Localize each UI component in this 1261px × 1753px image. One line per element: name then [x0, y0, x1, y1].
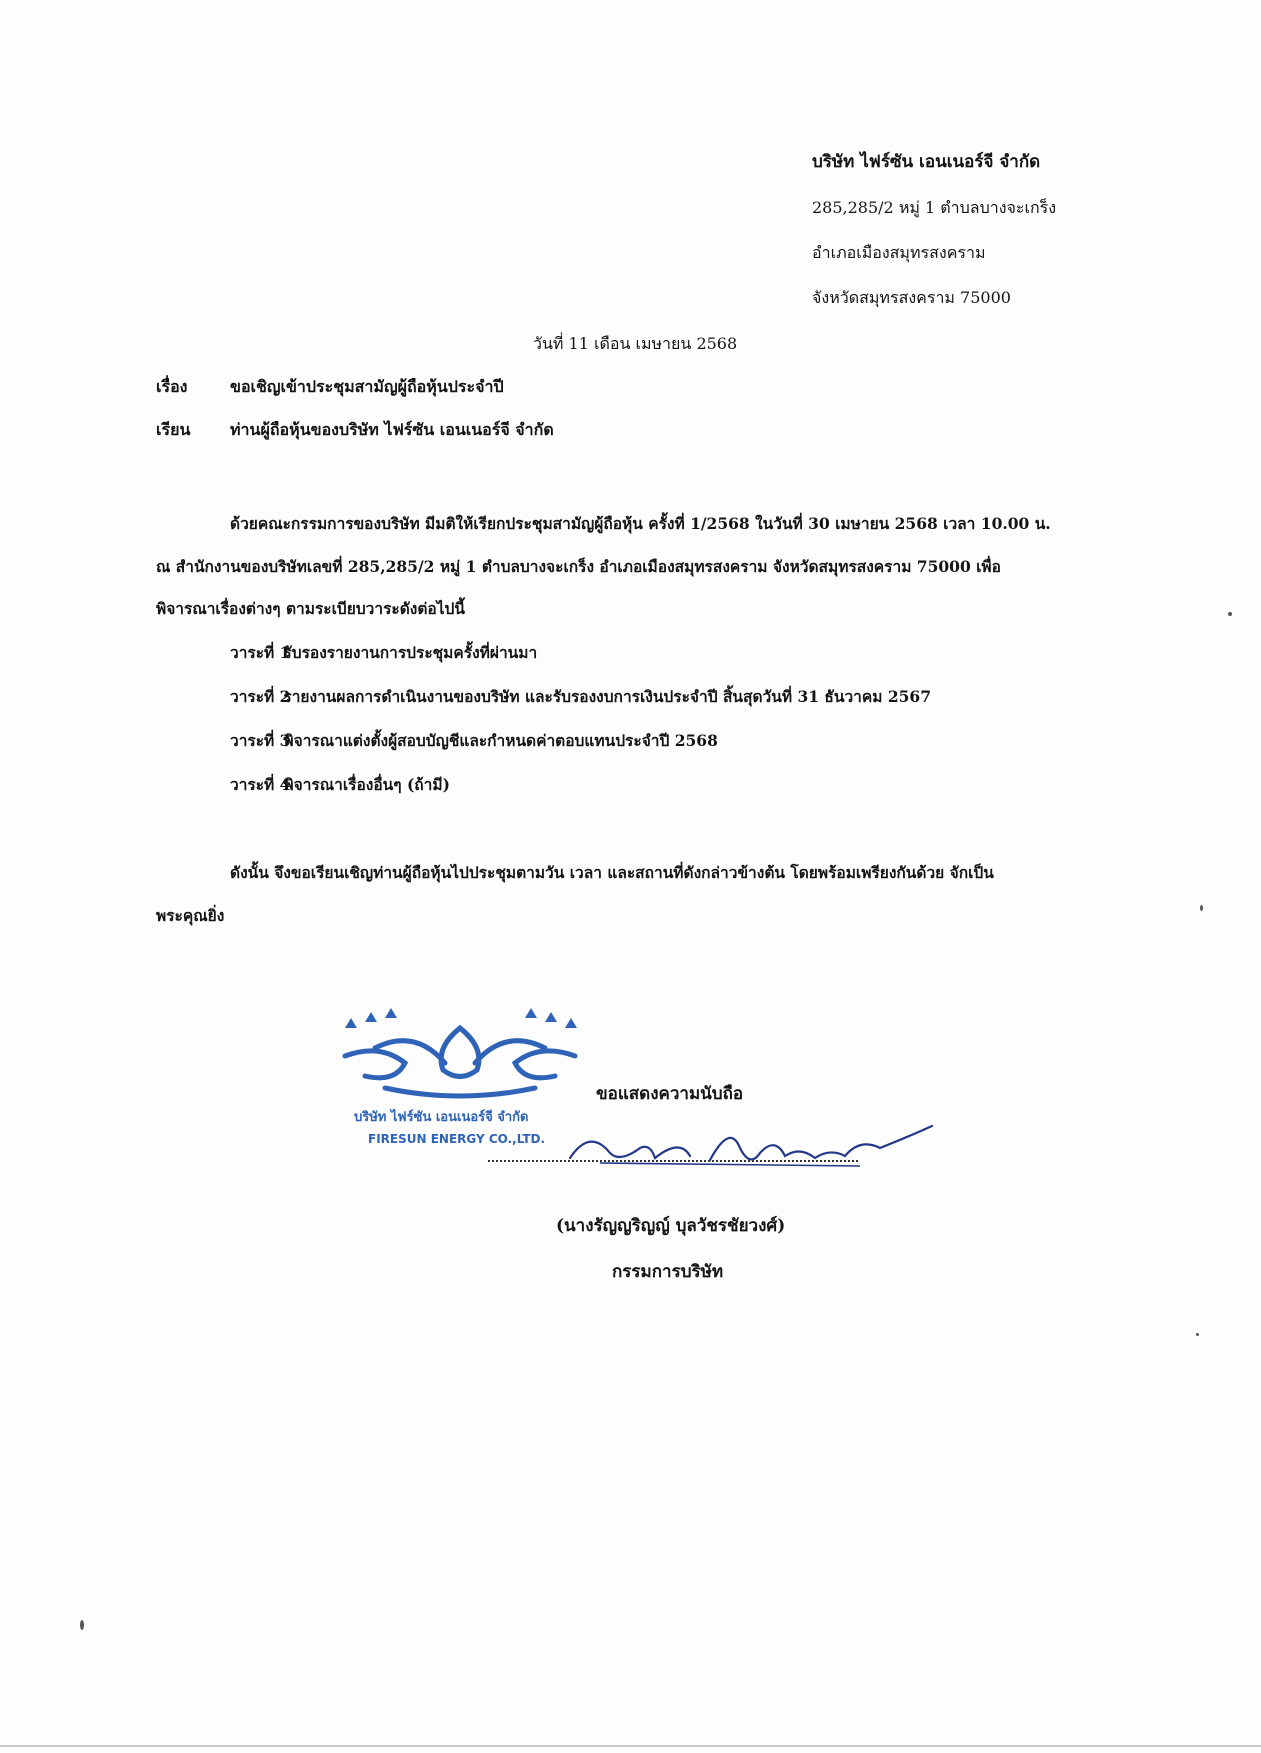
agenda-item-1	[230, 640, 537, 665]
subject-label: เรื่อง	[156, 377, 188, 396]
scan-speck	[1200, 905, 1203, 911]
company-logo	[325, 1008, 595, 1104]
scan-edge	[0, 1745, 1261, 1747]
conclusion-line-2: พระคุณยิ่ง	[156, 906, 225, 925]
letter-date: วันที่ 11 เดือน เมษายน 2568	[533, 334, 738, 353]
lotus-base	[385, 1088, 535, 1096]
logo-name-english: FIRESUN ENERGY CO.,LTD.	[368, 1132, 546, 1146]
recipient-text: ท่านผู้ถือหุ้นของบริษัท ไฟร์ซัน เอนเนอร์จี จำกัด	[230, 420, 554, 439]
conclusion-line-1: ดังนั้น จึงขอเรียนเชิญท่านผู้ถือหุ้นไปประชุมตามวัน เวลา และสถานที่ดังกล่าวข้างต้น โดยพร้อมเพรียงกันด้วย จักเป็น	[230, 863, 994, 882]
intro-line-3: พิจารณาเรื่องต่างๆ ตามระเบียบวาระดังต่อไปนี้	[156, 599, 465, 618]
subject-text: ขอเชิญเข้าประชุมสามัญผู้ถือหุ้นประจำปี	[230, 377, 504, 396]
company-address-line3: จังหวัดสมุทรสงคราม 75000	[812, 288, 1011, 307]
agenda-number: วาระที่ 3	[230, 731, 291, 750]
agenda-number: วาระที่ 4	[230, 775, 291, 794]
company-name: บริษัท ไฟร์ซัน เอนเนอร์จี จำกัด	[812, 152, 1041, 172]
agenda-item-3	[230, 728, 718, 753]
scan-speck	[1228, 612, 1232, 616]
logo-name-thai: บริษัท ไฟร์ซัน เอนเนอร์จี จำกัด	[354, 1110, 529, 1125]
agenda-item-4	[230, 772, 450, 797]
agenda-text: พิจารณาเรื่องอื่นๆ (ถ้ามี)	[283, 775, 450, 794]
handwritten-signature	[560, 1118, 940, 1178]
agenda-number: วาระที่ 2	[230, 687, 291, 706]
closing-phrase: ขอแสดงความนับถือ	[596, 1084, 744, 1104]
recipient-label: เรียน	[156, 420, 191, 439]
scan-speck	[1196, 1333, 1199, 1336]
company-address-line1: 285,285/2 หมู่ 1 ตำบลบางจะเกร็ง	[812, 198, 1057, 217]
lotus-petal-center	[441, 1028, 479, 1077]
signatory-name: (นางรัญญริญญ์ บุลวัชรชัยวงศ์)	[556, 1216, 786, 1236]
intro-line-2: ณ สำนักงานของบริษัทเลขที่ 285,285/2 หมู่ 1 ตำบลบางจะเกร็ง อำเภอเมืองสมุทรสงคราม จังหวัดสมุทรสงคราม 75000 เพื่อ	[156, 557, 1001, 576]
agenda-number: วาระที่ 1	[230, 643, 291, 662]
agenda-text: พิจารณาแต่งตั้งผู้สอบบัญชีและกำหนดค่าตอบแทนประจำปี 2568	[283, 731, 718, 750]
company-address-line2: อำเภอเมืองสมุทรสงคราม	[812, 243, 986, 262]
lotus-wave-crests	[345, 1008, 577, 1028]
scan-speck	[80, 1620, 84, 1630]
agenda-text: รายงานผลการดำเนินงานของบริษัท และรับรองงบการเงินประจำปี สิ้นสุดวันที่ 31 ธันวาคม 2567	[283, 687, 931, 706]
agenda-text: รับรองรายงานการประชุมครั้งที่ผ่านมา	[283, 643, 538, 662]
agenda-item-2	[230, 684, 931, 709]
lotus-petal-left-outer	[345, 1051, 405, 1078]
intro-line-1: ด้วยคณะกรรมการของบริษัท มีมติให้เรียกประชุมสามัญผู้ถือหุ้น ครั้งที่ 1/2568 ในวันที่ 30 เมษายน 2568 เวลา 10.00 น.	[230, 514, 1051, 533]
lotus-petal-right-outer	[515, 1051, 575, 1078]
signatory-title: กรรมการบริษัท	[612, 1262, 724, 1282]
